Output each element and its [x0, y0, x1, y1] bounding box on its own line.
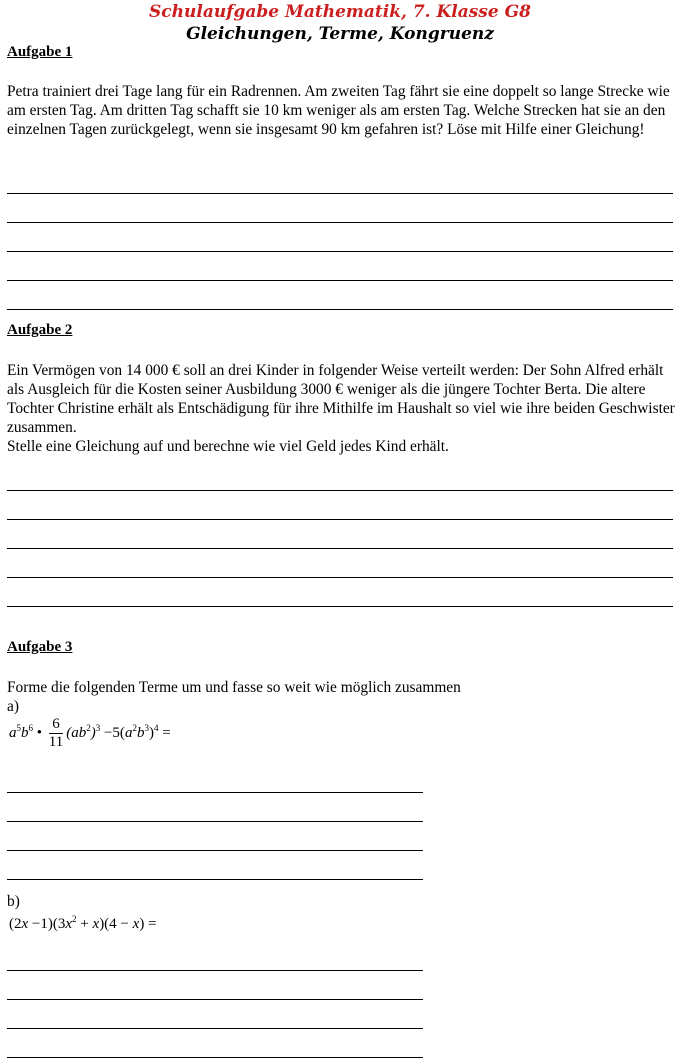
answer-line	[7, 251, 673, 252]
answer-line	[7, 821, 423, 822]
answer-line	[7, 193, 673, 194]
task2-text: Ein Vermögen von 14 000 € soll an drei Kinder in folgender Weise verteilt werden: Der Sohn Alfred erhält als Ausgleich für die Kosten seiner Ausbildung 3000 € weniger als die jüngere Tochter Berta. Die altere Tochter Christine erhält als Entschädigung für ihre Mithilfe im Haushalt so viel wie ihre beiden Geschwister zusammen.	[7, 362, 675, 436]
task1-text: Petra trainiert drei Tage lang für ein Radrennen. Am zweiten Tag fährt sie eine doppelt so lange Strecke wie am ersten Tag. Am dritten Tag schafft sie 10 km weniger als am ersten Tag. Welche Strecken hat sie an den einzelnen Tagen zurückgelegt, wenn sie insgesamt 90 km gefahren ist? Löse mit Hilfe einer Gleichung!	[7, 83, 670, 138]
task2-instruction: Stelle eine Gleichung auf und berechne wie viel Geld jedes Kind erhält.	[7, 438, 449, 455]
fraction-numerator: 6	[49, 716, 63, 734]
exam-subtitle: Gleichungen, Terme, Kongruenz	[186, 24, 494, 44]
answer-line	[7, 850, 423, 851]
task1-heading: Aufgabe 1	[7, 44, 73, 60]
answer-line	[7, 548, 673, 549]
answer-line	[7, 280, 673, 281]
answer-line	[7, 792, 423, 793]
task3-text: Forme die folgenden Terme um und fasse so weit wie möglich zusammen	[7, 679, 461, 696]
answer-line	[7, 879, 423, 880]
task2-heading: Aufgabe 2	[7, 322, 73, 338]
task3-part-a-label: a)	[7, 698, 19, 715]
answer-line	[7, 999, 423, 1000]
answer-line	[7, 1028, 423, 1029]
task3-heading: Aufgabe 3	[7, 639, 73, 655]
answer-line	[7, 970, 423, 971]
answer-line	[7, 577, 673, 578]
task3-part-b-label: b)	[7, 893, 20, 910]
answer-line	[7, 1057, 423, 1058]
task3-term-b: $(2x -1)(3x^2 + x)(4 - x)$ =	[9, 914, 157, 932]
answer-line	[7, 606, 673, 607]
answer-line	[7, 519, 673, 520]
fraction-denominator: 11	[48, 734, 64, 750]
exam-title: Schulaufgabe Mathematik, 7. Klasse G8	[149, 2, 531, 22]
answer-line	[7, 490, 673, 491]
answer-line	[7, 222, 673, 223]
answer-line	[7, 309, 673, 310]
task3-term-a: $a^5b^6$ • $\frac{6}{11}$ $(ab^2)^3 -5(a^2b^3)^4$ =	[9, 716, 171, 750]
